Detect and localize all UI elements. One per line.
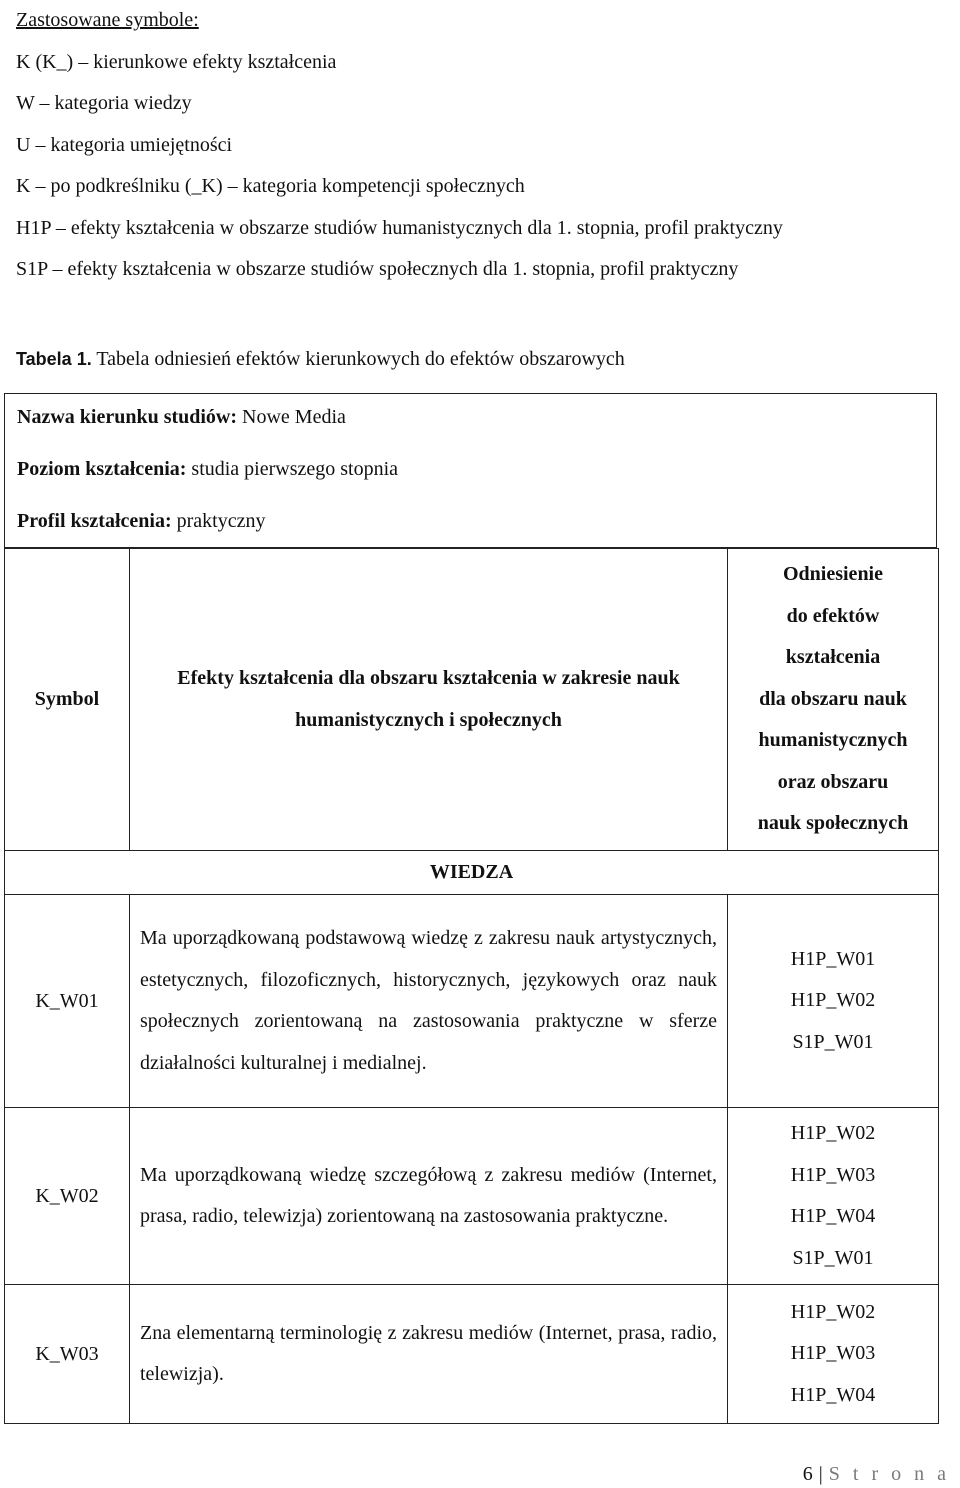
header-ref-line: nauk społecznych	[757, 812, 909, 835]
legend-line: U – kategoria umiejętności	[16, 133, 233, 156]
legend-header: Zastosowane symbole:	[16, 9, 199, 31]
kierunek-label: Nazwa kierunku studiów:	[17, 406, 238, 428]
ref-code: H1P_W03	[790, 1342, 876, 1365]
poziom-row	[17, 458, 398, 481]
header-odniesienie	[728, 549, 939, 851]
table-header-row	[5, 549, 939, 851]
profil-value: praktyczny	[176, 510, 266, 532]
row-refs	[728, 895, 939, 1108]
legend-line: H1P – efekty kształcenia w obszarze studiów humanistycznych dla 1. stopnia, profil praktyczny	[16, 216, 783, 239]
legend-line: S1P – efekty kształcenia w obszarze studiów społecznych dla 1. stopnia, profil praktyczny	[16, 258, 739, 280]
legend-line: K (K_) – kierunkowe efekty kształcenia	[16, 50, 337, 73]
page-footer	[803, 1463, 950, 1486]
ref-code: H1P_W04	[790, 1205, 876, 1227]
header-ref-line: dla obszaru nauk	[759, 687, 907, 710]
ref-code: S1P_W01	[792, 1246, 874, 1269]
ref-code: H1P_W03	[790, 1163, 876, 1186]
kierunek-row	[17, 406, 346, 429]
table-caption	[16, 348, 625, 371]
profil-row	[17, 510, 265, 533]
footer-separator: |	[818, 1463, 824, 1485]
ref-code: S1P_W01	[792, 1030, 874, 1053]
poziom-value: studia pierwszego stopnia	[191, 458, 399, 480]
ref-code: H1P_W02	[790, 989, 876, 1012]
row-symbol: K_W02	[5, 1108, 130, 1285]
header-ref-line: do efektów	[786, 604, 880, 627]
row-refs	[728, 1285, 939, 1424]
caption-label: Tabela 1.	[16, 349, 92, 369]
footer-label: S t r o n a	[828, 1463, 950, 1485]
row-text: Ma uporządkowaną wiedzę szczegółową z zakresu mediów (Internet, prasa, radio, telewizja) zorientowaną na zastosowania praktyczne.	[130, 1108, 728, 1285]
row-refs	[728, 1108, 939, 1285]
ref-code: H1P_W04	[790, 1383, 876, 1406]
poziom-label: Poziom kształcenia:	[17, 458, 187, 480]
table-row	[5, 1285, 939, 1424]
header-efekty: Efekty kształcenia dla obszaru kształcenia w zakresie nauk humanistycznych i społecznych	[130, 549, 728, 851]
row-symbol: K_W01	[5, 895, 130, 1108]
ref-code: H1P_W02	[790, 1300, 876, 1323]
legend-line: K – po podkreślniku (_K) – kategoria kompetencji społecznych	[16, 175, 525, 197]
caption-text: Tabela odniesień efektów kierunkowych do efektów obszarowych	[96, 348, 625, 370]
ref-code: H1P_W02	[790, 1122, 876, 1144]
profil-label: Profil kształcenia:	[17, 510, 172, 532]
section-row	[5, 851, 939, 895]
row-text: Ma uporządkowaną podstawową wiedzę z zakresu nauk artystycznych, estetycznych, filozoficznych, historycznych, językowych oraz nauk społecznych zorientowaną na zastosowania praktyczne w sferze działalności kulturalnej i medialnej.	[130, 895, 728, 1108]
header-ref-line: humanistycznych	[758, 729, 908, 752]
table-row	[5, 895, 939, 1108]
kierunek-value: Nowe Media	[242, 406, 346, 428]
header-symbol: Symbol	[5, 549, 130, 851]
program-info-box	[4, 393, 937, 548]
legend-line: W – kategoria wiedzy	[16, 92, 192, 114]
section-wiedza: WIEDZA	[5, 851, 939, 895]
legend	[16, 0, 783, 291]
header-ref-line: kształcenia	[785, 646, 881, 669]
ref-code: H1P_W01	[790, 947, 876, 970]
row-text: Zna elementarną terminologię z zakresu mediów (Internet, prasa, radio, telewizja).	[130, 1285, 728, 1424]
table-row	[5, 1108, 939, 1285]
row-symbol: K_W03	[5, 1285, 130, 1424]
header-ref-line: Odniesienie	[782, 563, 883, 586]
page-number: 6	[802, 1463, 814, 1485]
header-ref-line: oraz obszaru	[777, 770, 889, 793]
effects-table	[4, 548, 939, 1424]
